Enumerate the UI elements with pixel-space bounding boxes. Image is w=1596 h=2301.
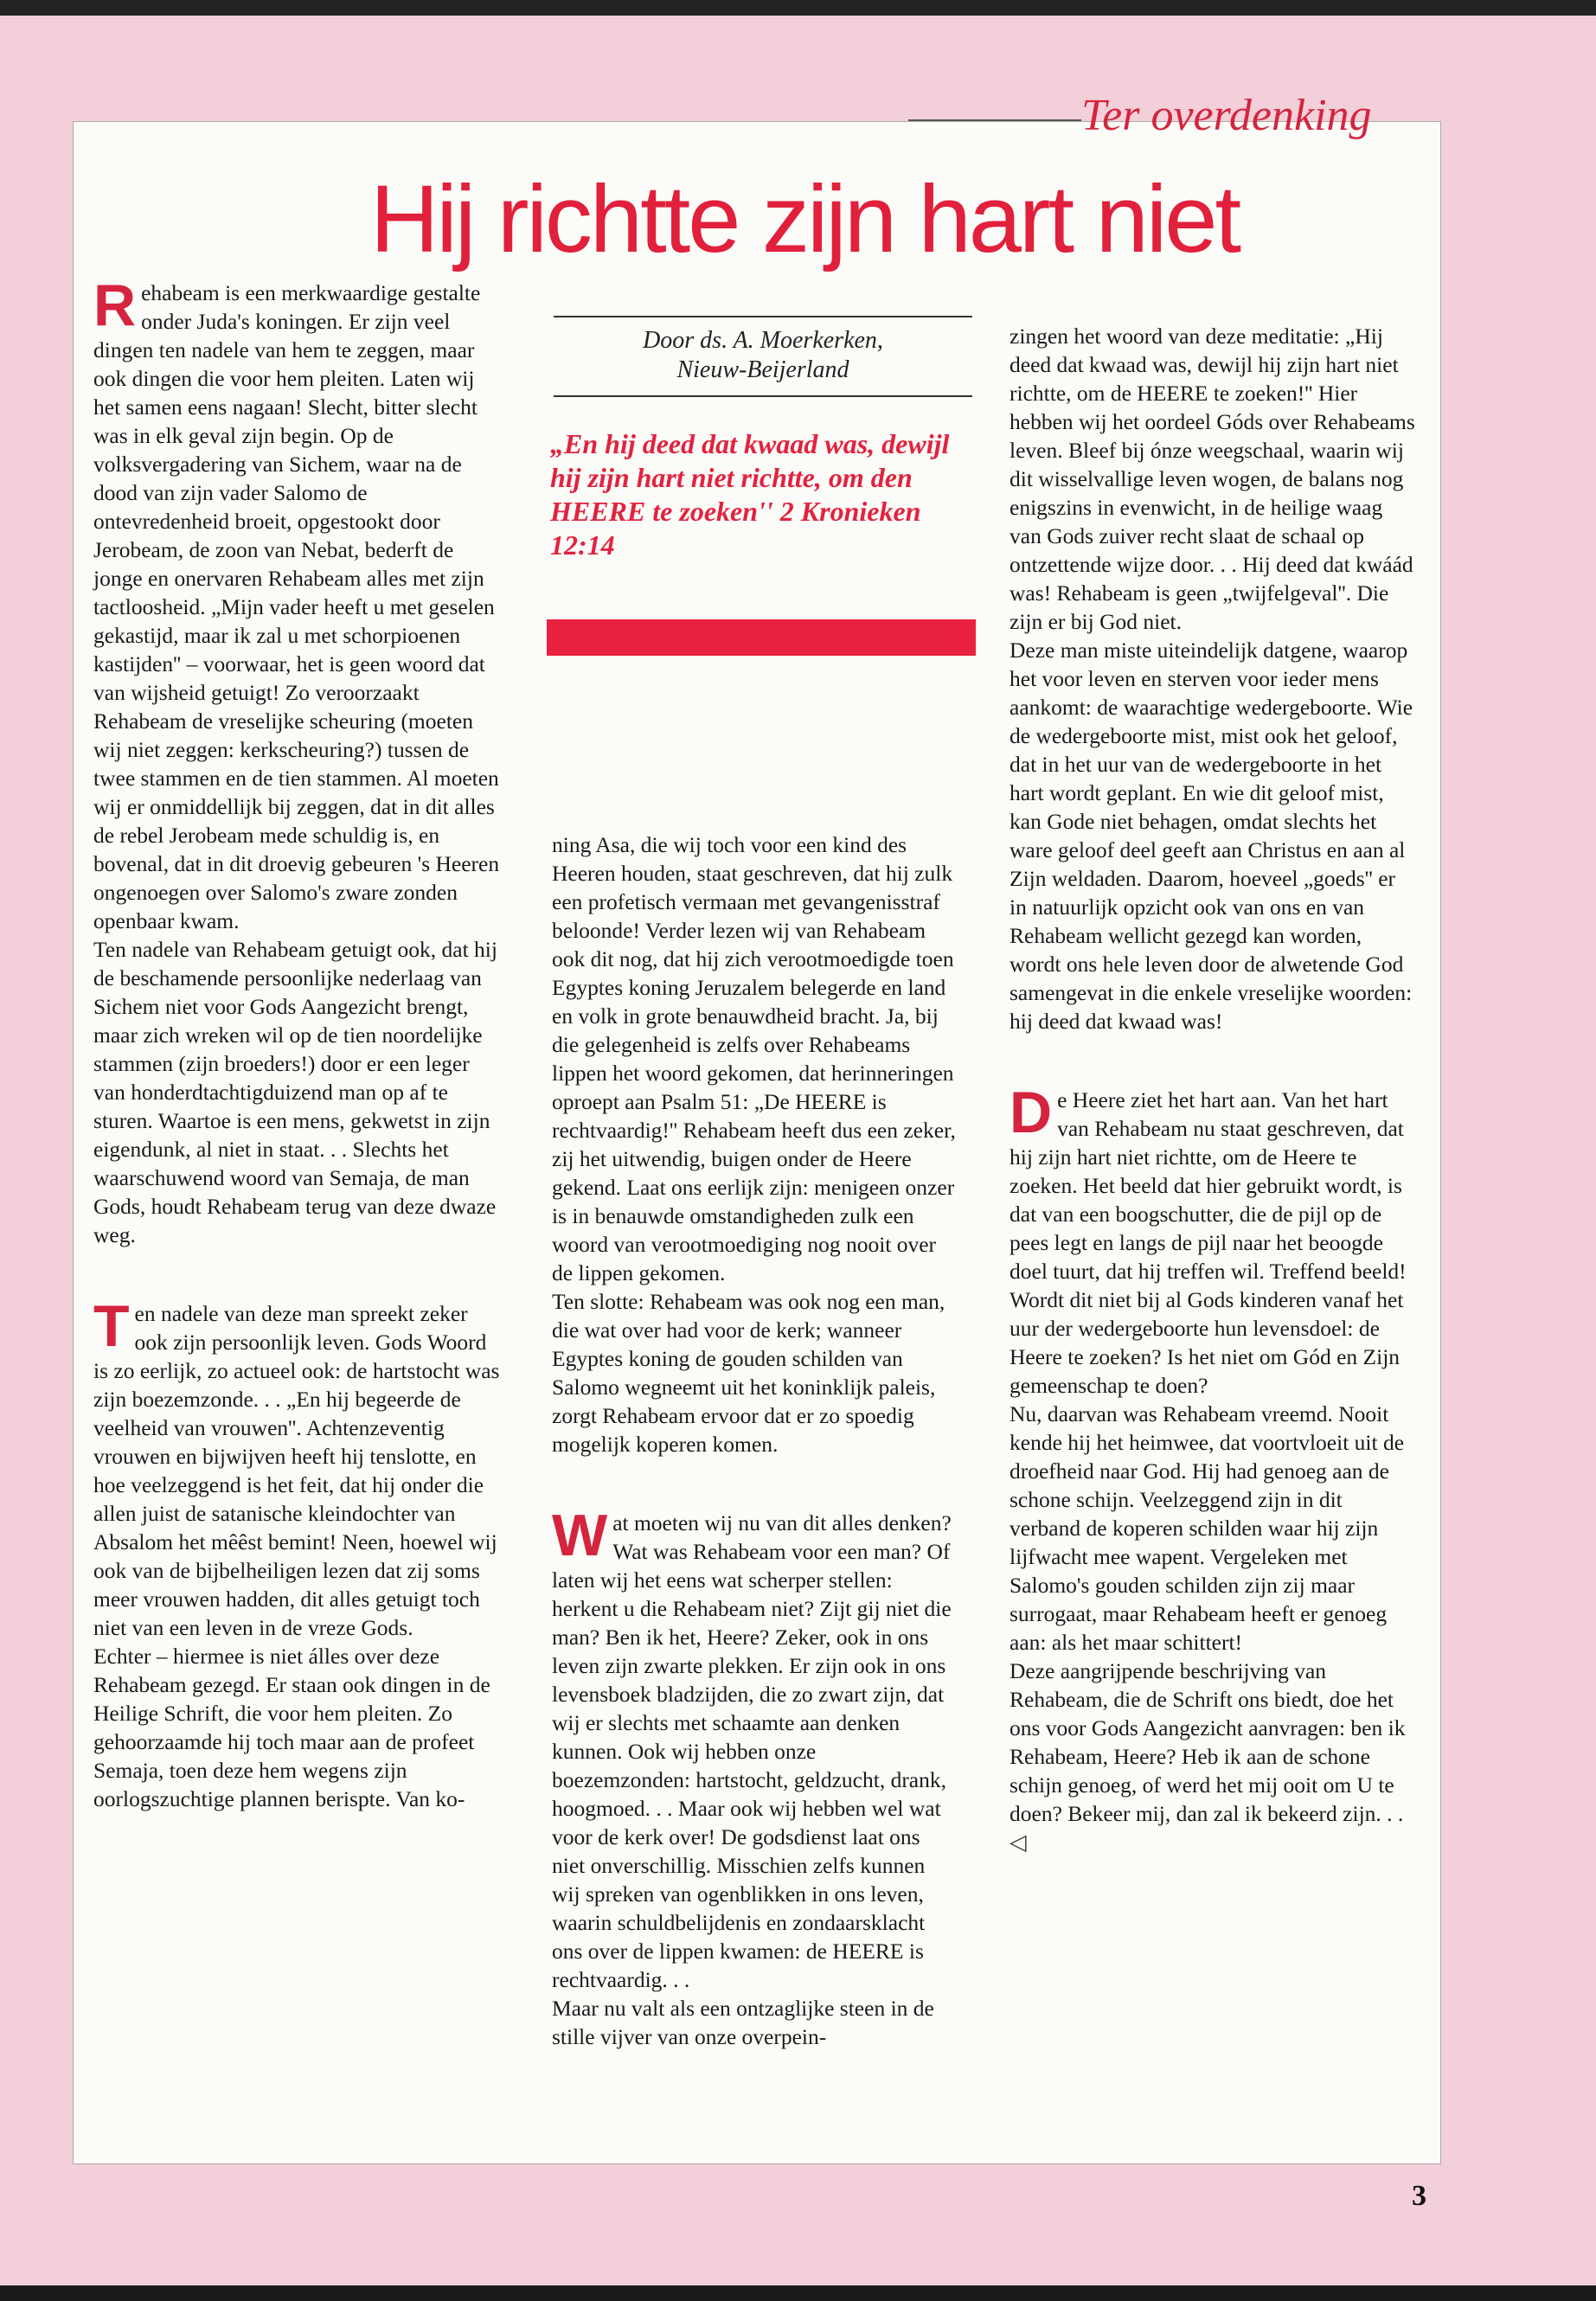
column-1	[93, 272, 500, 1813]
paragraph: Ten slotte: Rehabeam was ook nog een man, die wat over had voor de kerk; wanneer Egyptes koning de gouden schilden van Salomo wegneemt uit het koninklijk paleis, zorgt Rehabeam ervoor dat er zo spoedig mogelijk koperen komen.	[552, 1289, 945, 1457]
column-2	[552, 830, 958, 2051]
section-kicker: Ter overdenking	[1081, 91, 1372, 140]
paragraph-text: ehabeam is een merkwaardige gestalte onder Juda's koningen. Er zijn veel dingen ten nadele van hem te zeggen, maar ook dingen die voor hem pleiten. Laten wij het samen eens nagaan! Slecht, bitter slecht was in elk geval zijn begin. Op de volksvergadering van Sichem, waar na de dood van zijn vader Salomo de ontevredenheid broeit, opgestookt door Jerobeam, de zoon van Nebat, bederft de jonge en onervaren Rehabeam alles met zijn tactloosheid. „Mijn vader heeft u met geselen gekastijd, maar ik zal u met schorpioenen kastijden'' – voorwaar, het is geen woord dat van wijsheid getuigt! Zo veroorzaakt Rehabeam de vreselijke scheuring (moeten wij niet zeggen: kerkscheuring?) tussen de twee stammen en de tien stammen. Al moeten wij er onmiddellijk bij zeggen, dat in dit alles de rebel Jerobeam mede schuldig is, en bovenal, dat in dit droevig gebeuren 's Heeren ongenoegen over Salomo's zware zonden openbaar kwam.	[93, 280, 500, 933]
paragraph	[1010, 1657, 1416, 1856]
pull-quote: „En hij deed dat kwaad was, dewijl hij zijn hart niet richtte, om den HEERE te zoeken'' 2 Kronieken 12:14	[550, 428, 950, 561]
page-number: 3	[1412, 2180, 1426, 2212]
paragraph-text: e Heere ziet het hart aan. Van het hart van Rehabeam nu staat geschreven, dat hij zijn hart niet richtte, om de Heere te zoeken. Het beeld dat hier gebruikt wordt, is dat van een boogschutter, die de pijl op de pees legt en langs de pijl naar het beoogde doel tuurt, dat hij treffen wil. Treffend beeld! Wordt dit niet bij al Gods kinderen vanaf het uur der wedergeboorte hun levensdoel: de Heere te zoeken? Is het niet om Gód en Zijn gemeenschap te doen?	[1010, 1087, 1407, 1398]
paragraph: Echter – hiermee is niet álles over deze Rehabeam gezegd. Er staan ook dingen in de Heilige Schrift, die voor hem pleiten. Zo gehoorzaamde hij toch maar aan de profeet Semaja, toen deze hem wegens zijn oorlogszuchtige plannen berispte. Van ko-	[93, 1644, 490, 1811]
top-edge-band	[0, 0, 1596, 16]
paragraph: Maar nu valt als een ontzaglijke steen in de stille vijver van onze overpein-	[552, 1996, 934, 2049]
accent-bar	[547, 619, 976, 656]
paragraph	[93, 1293, 500, 1642]
paragraph	[93, 272, 500, 935]
paragraph-text: en nadele van deze man spreekt zeker ook zijn persoonlijk leven. Gods Woord is zo eerlijk, zo actueel ook: de hartstocht was zijn boezemzonde. . . „En hij begeerde de veelheid van vrouwen''. Achtenzeventig vrouwen en bijwijven heeft hij tenslotte, en hoe veelzeggend is het feit, dat hij onder die allen juist de satanische kleindochter van Absalom het mêêst bemint! Neen, hoewel wij ook van de bijbelheiligen lezen dat zij soms meer vrouwen hadden, dit alles getuigt toch niet van een leven in de vreze Gods.	[93, 1301, 500, 1640]
paragraph	[552, 1503, 958, 1994]
column-3	[1010, 322, 1416, 1856]
paragraph-text: Deze aangrijpende beschrijving van Rehabeam, die de Schrift ons biedt, doe het ons voor Gods Aangezicht aanvragen: ben ik Rehabeam, Heere? Heb ik aan de schone schijn genoeg, of werd het mij ooit om U te doen? Bekeer mij, dan zal ik bekeerd zijn. . .	[1010, 1658, 1406, 1826]
kicker-rule	[908, 119, 1081, 121]
drop-cap: R	[93, 272, 137, 338]
paragraph-text: at moeten wij nu van dit alles denken? Wat was Rehabeam voor een man? Of laten wij het eens wat scherper stellen: herkent u die Rehabeam niet? Zijt gij niet die man? Ben ik het, Heere? Zeker, ook in ons leven zijn zwarte plekken. Er zijn ook in ons levensboek bladzijden, die zo zwart zijn, dat wij er slechts met schaamte aan denken kunnen. Ook wij hebben onze boezemzonden: hartstocht, geldzucht, drank, hoogmoed. . . Maar ook wij hebben wel wat voor de kerk over! De godsdienst laat ons niet onverschillig. Misschien zelfs kunnen wij spreken van ogenblikken in ons leven, waarin schuldbelijdenis en zondaarsklacht ons over de lippen kwamen: de HEERE is rechtvaardig. . .	[552, 1510, 952, 1992]
paragraph: ning Asa, die wij toch voor een kind des Heeren houden, staat geschreven, dat hij zulk een profetisch vermaan met gevangenisstraf beloonde! Verder lezen wij van Rehabeam ook dit nog, dat hij zich verootmoedigde toen Egyptes koning Jeruzalem belegerde en land en volk in grote benauwdheid bracht. Ja, bij die gelegenheid is zelfs over Rehabeams lippen het woord gekomen, dat herinneringen oproept aan Psalm 51: „De HEERE is rechtvaardig!'' Rehabeam heeft dus een zeker, zij het uitwendig, buigen onder de Heere gekend. Laat ons eerlijk zijn: menigeen onzer is in benauwde omstandigheden zulk een woord van verootmoediging nog nooit over de lippen gekomen.	[552, 832, 956, 1285]
paragraph: zingen het woord van deze meditatie: „Hij deed dat kwaad was, dewijl hij zijn hart niet richtte, om de HEERE te zoeken!'' Hier hebben wij het oordeel Góds over Rehabeams leven. Bleef bij ónze weegschaal, waarin wij dit wisselvallige leven wogen, de balans nog enigszins in evenwicht, in de heilige waag van Gods zuiver recht slaat de schaal op ontzettende wijze door. . . Hij deed dat kwáád was! Rehabeam is geen „twijfelgeval''. Die zijn er bij God niet.	[1010, 324, 1415, 634]
paragraph: Nu, daarvan was Rehabeam vreemd. Nooit kende hij het heimwee, dat voortvloeit uit de droefheid naar God. Hij had genoeg aan de schone schijn. Veelzeggend zijn in dit verband de koperen schilden waar hij zijn lijfwacht mee wapent. Vergeleken met Salomo's gouden schilden zijn zij maar surrogaat, maar Rehabeam heeft er genoeg aan: als het maar schittert!	[1010, 1401, 1405, 1655]
paragraph	[1010, 1080, 1416, 1400]
byline	[554, 316, 972, 397]
end-mark-icon: ◁	[1010, 1830, 1027, 1855]
drop-cap: D	[1010, 1080, 1053, 1145]
byline-author: Door ds. A. Moerkerken,	[643, 327, 883, 354]
bottom-edge-band	[0, 2285, 1596, 2301]
drop-cap: T	[93, 1293, 130, 1359]
paragraph: Deze man miste uiteindelijk datgene, waarop het voor leven en sterven voor ieder mens aankomt: de waarachtige wedergeboorte. Wie de wedergeboorte mist, mist ook het geloof, dat in het uur van de wedergeboorte in het hart wordt geplant. En wie dit geloof mist, kan Gode niet behagen, omdat slechts het ware geloof deel geeft aan Christus en aan al Zijn weldaden. Daarom, hoeveel „goeds'' er in natuurlijk opzicht ook van ons en van Rehabeam wellicht gezegd kan worden, wordt ons hele leven door de alwetende God samengevat in die enkele vreselijke woorden: hij deed dat kwaad was!	[1010, 638, 1413, 1034]
byline-location: Nieuw-Beijerland	[676, 356, 849, 383]
article-title: Hij richtte zijn hart niet	[369, 166, 1240, 272]
drop-cap: W	[552, 1503, 608, 1568]
paragraph: Ten nadele van Rehabeam getuigt ook, dat hij de beschamende persoonlijke nederlaag van Sichem niet voor Gods Aangezicht brengt, maar zich wreken wil op de tien noordelijke stammen (zijn broeders!) door er een leger van honderdtachtigduizend man op af te sturen. Waartoe is een mens, gekwetst in zijn eigendunk, al niet in staat. . . Slechts het waarschuwend woord van Semaja, de man Gods, houdt Rehabeam terug van deze dwaze weg.	[93, 937, 497, 1247]
